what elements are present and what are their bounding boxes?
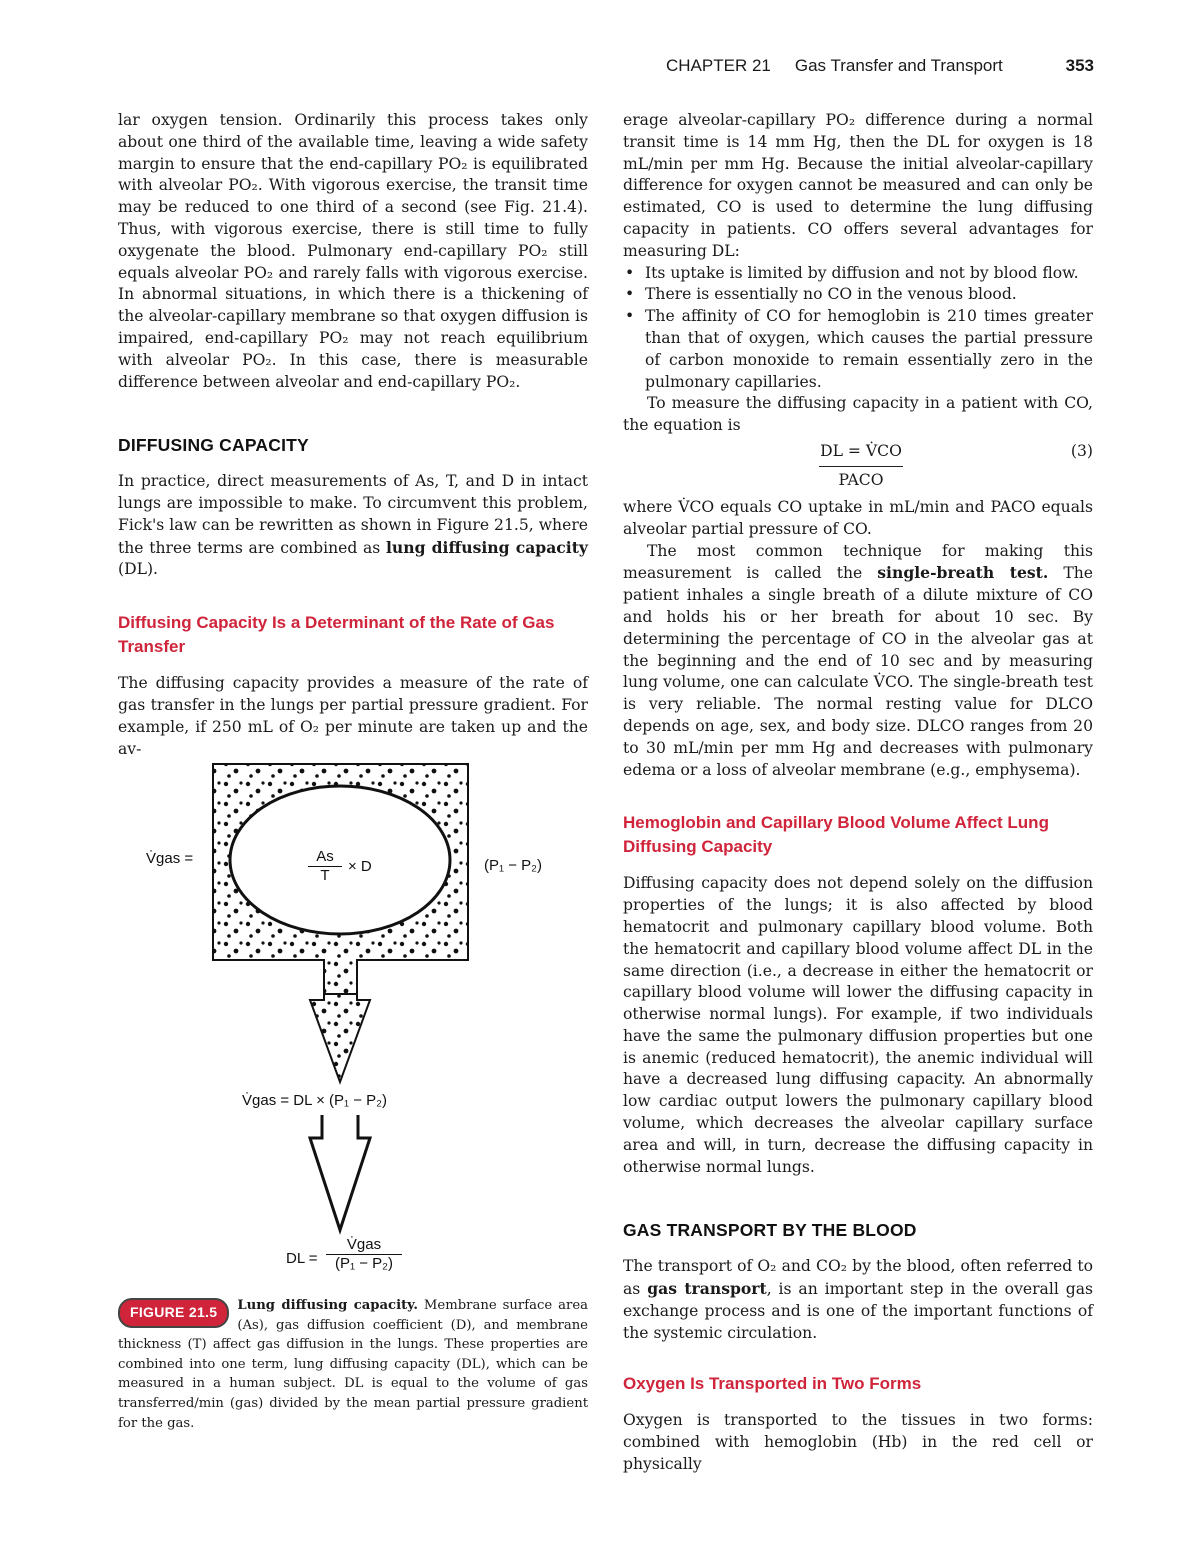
subheading-hemoglobin: Hemoglobin and Capillary Blood Volume Affect Lung Diffusing Capacity bbox=[623, 813, 1049, 857]
heading-diffusing-capacity: DIFFUSING CAPACITY bbox=[118, 435, 309, 456]
right-paragraph-3: where V̇CO equals CO uptake in mL/min and PACO equals alveolar partial pressure of CO. bbox=[623, 497, 1093, 538]
caption-title: Lung diffusing capacity. bbox=[237, 1298, 418, 1313]
right-paragraph-5: Diffusing capacity does not depend solely on the diffusion properties of the lungs; it is also affected by blood hematocrit and pulmonary capillary blood volume. Both the hematocrit and capillary blood volume affect DL in the same direction (i.e., a decrease in either the hematocrit or capillary blood volume will lower the diffusing capacity in otherwise normal lungs). For example, if two individuals have the same the pulmonary diffusion properties but one is anemic (reduced hematocrit), the anemic individual will have a decreased lung diffusing capacity. An abnormally low cardiac output lowers the pulmonary capillary blood volume, which decreases the alveolar capillary surface area and will, in turn, decrease the diffusing capacity in otherwise normal lungs. bbox=[623, 874, 1093, 1176]
label-times-d: × D bbox=[348, 858, 372, 875]
label-middle-equation: V̇gas = DL × (P₁ − P₂) bbox=[242, 1092, 387, 1109]
running-header bbox=[666, 56, 1094, 76]
figure-21-5 bbox=[112, 760, 588, 1280]
label-dl-equals: DL = bbox=[286, 1250, 318, 1267]
label-as-over-t bbox=[308, 848, 342, 885]
label-pressure-gradient: (P₁ − P₂) bbox=[484, 857, 542, 874]
chapter-title: Gas Transfer and Transport bbox=[794, 56, 1003, 75]
term-gas-transport: gas transport bbox=[647, 1279, 767, 1299]
right-paragraph-1: erage alveolar-capillary PO₂ difference during a normal transit time is 14 mm Hg, then the DL for oxygen is 18 mL/min per mm Hg. Because the initial alveolar-capillary difference for oxygen cannot be measured and can only be estimated, CO is used to determine the lung diffusing capacity in patients. CO offers several advantages for measuring DL: bbox=[623, 111, 1093, 260]
left-column bbox=[118, 110, 588, 760]
page-number: 353 bbox=[1065, 56, 1094, 75]
stippled-arrow bbox=[310, 994, 370, 1082]
term-lung-diffusing-capacity: lung diffusing capacity bbox=[385, 537, 588, 557]
subheading-oxygen-forms: Oxygen Is Transported in Two Forms bbox=[623, 1374, 922, 1394]
equation-numerator: DL = V̇CO bbox=[819, 441, 903, 467]
label-as: As bbox=[308, 848, 342, 867]
figure-caption bbox=[118, 1296, 588, 1433]
lung-diffusing-diagram bbox=[112, 760, 588, 1280]
co-advantages-list bbox=[623, 263, 1093, 394]
label-frac-numerator: V̇gas bbox=[326, 1236, 402, 1255]
equation-3 bbox=[623, 441, 1093, 491]
list-item: • The affinity of CO for hemoglobin is 210 times greater than that of oxygen, which causes the partial pressure of carbon monoxide to remain essentially zero in the pulmonary capillaries. bbox=[623, 306, 1093, 393]
label-dl-fraction bbox=[326, 1236, 402, 1273]
equation-number: (3) bbox=[1070, 441, 1093, 460]
figure-badge: FIGURE 21.5 bbox=[118, 1298, 229, 1328]
right-paragraph-4: The most common technique for making this measurement is called the single-breath test. The patient inhales a single breath of a dilute mixture of CO and holds his or her breath for about 10 sec. By determining the percentage of CO in the alveolar gas at the beginning and the end of 10 sec and by measuring lung volume, one can calculate V̇CO. The single-breath test is very reliable. The normal resting value for DLCO depends on age, sex, and body size. DLCO ranges from 20 to 30 mL/min per mm Hg and decreases with pulmonary edema or a loss of alveolar membrane (e.g., emphysema). bbox=[623, 541, 1093, 779]
right-column bbox=[623, 110, 1093, 1476]
right-paragraph-6: The transport of O₂ and CO₂ by the blood, often referred to as gas transport, is an important step in the overall gas exchange process and is one of the important functions of the systemic circulation. bbox=[623, 1257, 1093, 1342]
right-paragraph-2: To measure the diffusing capacity in a patient with CO, the equation is bbox=[623, 394, 1093, 435]
term-single-breath-test: single-breath test. bbox=[877, 563, 1049, 583]
label-vgas-equals: V̇gas = bbox=[146, 850, 194, 867]
chapter-label: CHAPTER 21 bbox=[666, 56, 771, 75]
caption-text: Membrane surface area (As), gas diffusion coefficient (D), and membrane thickness (T) affect gas diffusion in the lungs. These properties are combined into one term, lung diffusing capacity (DL), which can be measured in a human subject. DL is equal to the volume of gas transferred/min (gas) divided by the mean partial pressure gradient for the gas. bbox=[118, 1298, 589, 1431]
subheading-determinant: Diffusing Capacity Is a Determinant of the Rate of Gas Transfer bbox=[118, 613, 555, 657]
open-arrow bbox=[310, 1115, 370, 1230]
equation-fraction bbox=[819, 441, 903, 492]
list-item: • There is essentially no CO in the venous blood. bbox=[623, 284, 1093, 306]
label-t: T bbox=[320, 867, 330, 884]
heading-gas-transport: GAS TRANSPORT BY THE BLOOD bbox=[623, 1220, 917, 1241]
right-paragraph-7: Oxygen is transported to the tissues in two forms: combined with hemoglobin (Hb) in the red cell or physically bbox=[623, 1411, 1093, 1474]
list-item: • Its uptake is limited by diffusion and not by blood flow. bbox=[623, 263, 1093, 285]
left-paragraph-3: The diffusing capacity provides a measure of the rate of gas transfer in the lungs per partial pressure gradient. For example, if 250 mL of O₂ per minute are taken up and the av- bbox=[118, 674, 588, 758]
equation-denominator: PACO bbox=[838, 470, 884, 489]
label-frac-denominator: (P₁ − P₂) bbox=[335, 1255, 393, 1272]
left-paragraph-1: lar oxygen tension. Ordinarily this process takes only about one third of the available time, leaving a wide safety margin to ensure that the end-capillary PO₂ is equilibrated with alveolar PO₂. With vigorous exercise, the transit time may be reduced to one third of a second (see Fig. 21.4). Thus, with vigorous exercise, there is still time to fully oxygenate the blood. Pulmonary end-capillary PO₂ still equals alveolar PO₂ and rarely falls with vigorous exercise. In abnormal situations, in which there is a thickening of the alveolar-capillary membrane so that oxygen diffusion is impaired, end-capillary PO₂ may not reach equilibrium with alveolar PO₂. In this case, there is measurable difference between alveolar and end-capillary PO₂. bbox=[118, 111, 588, 391]
left-paragraph-2: In practice, direct measurements of As, T, and D in intact lungs are impossible to make. To circumvent this problem, Fick's law can be rewritten as shown in Figure 21.5, where the three terms are combined as lung diffusing capacity (DL). bbox=[118, 472, 588, 579]
